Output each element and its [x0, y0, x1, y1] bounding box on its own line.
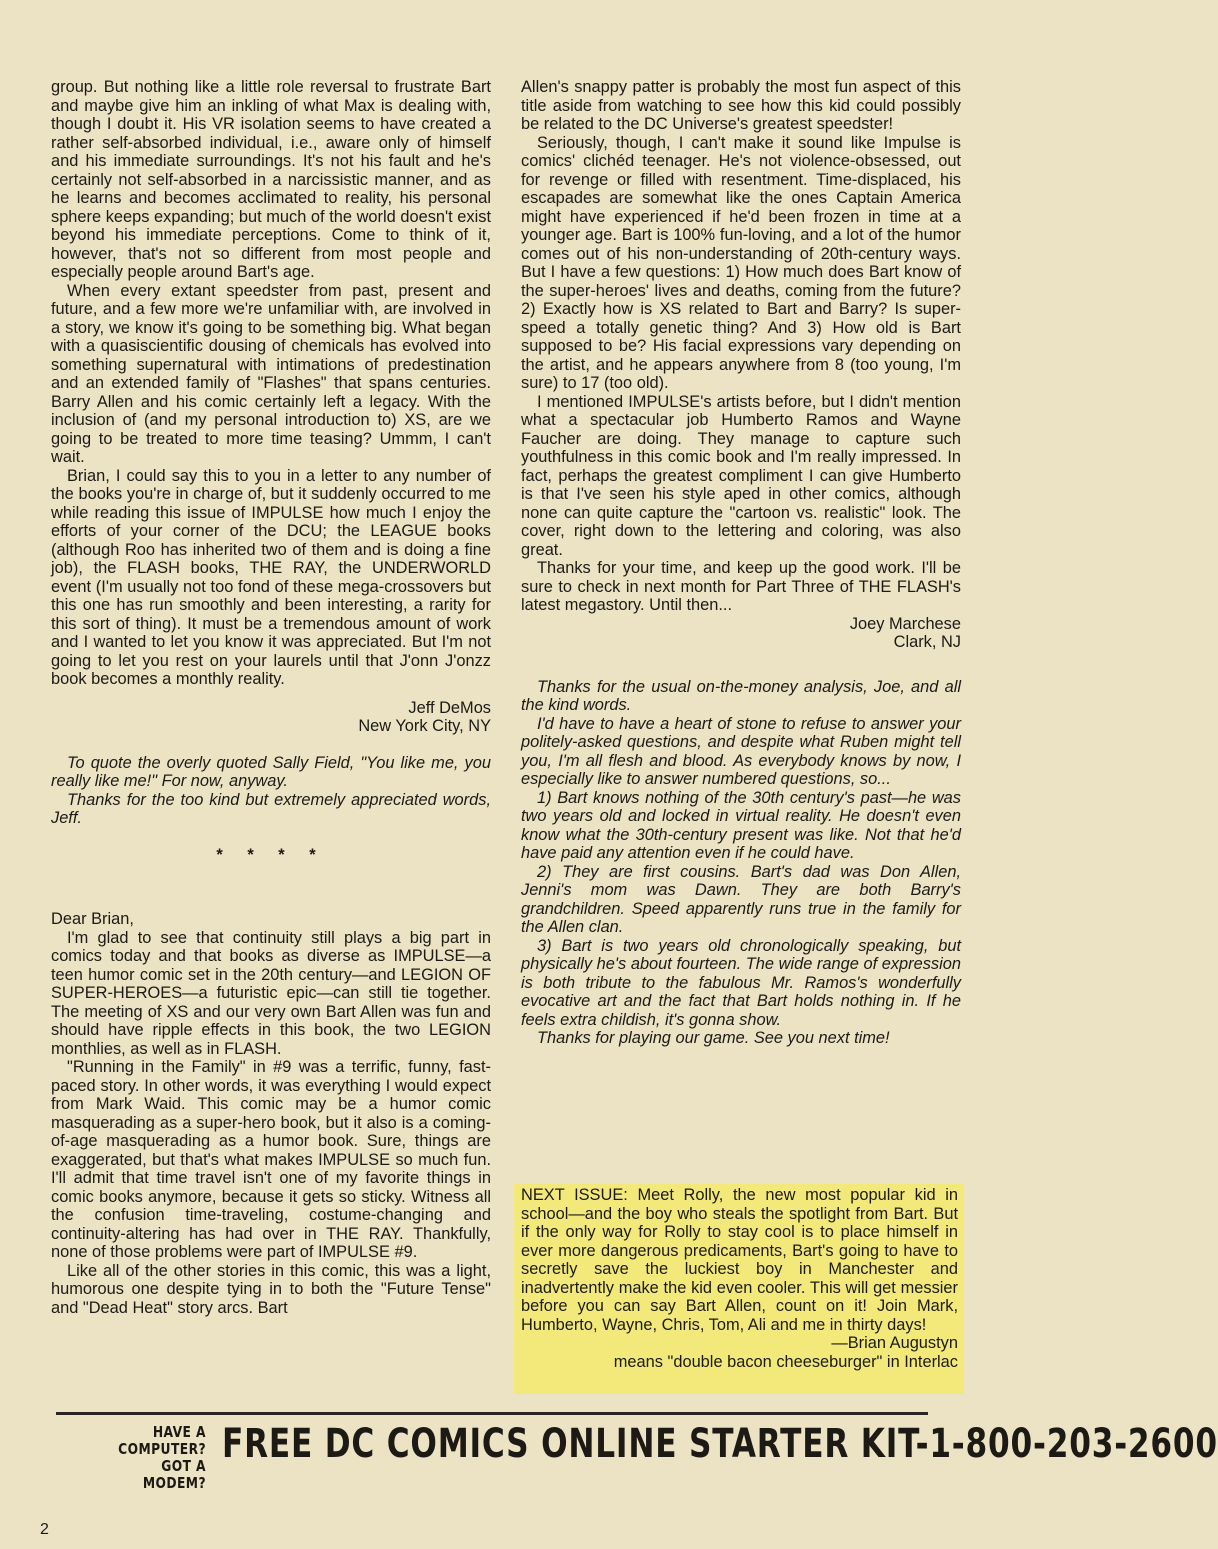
reply2-paragraph: 3) Bart is two years old chronologically speaking, but physically he's about fourteen. The wide range of expression is both tribute to the fabulous Mr. Ramos's wonderfully evocative art and the fact that Bart holds nothing in. If he feels extra childish, it's gonna show. [521, 936, 961, 1029]
reply2-paragraph: 2) They are first cousins. Bart's dad was Don Allen, Jenni's mom was Dawn. They are both Barry's grandchildren. Speed apparently runs true in the family for the Allen clan. [521, 862, 961, 936]
section-separator: * * * * [216, 845, 326, 864]
letter1-paragraph: Brian, I could say this to you in a letter to any number of the books you're in charge of, but it suddenly occurred to me while reading this issue of IMPULSE how much I enjoy the efforts of your corner of the DCU; the LEAGUE books (although Roo has inherited two of them and is doing a fine job), the FLASH books, THE RAY, the UNDERWORLD event (I'm usually not too fond of these mega-crossovers but this one has run smoothly and been interesting, a rarity for this sort of thing). It must be a tremendous amount of work and I wanted to let you know it was appreciated. But I'm not going to let you rest on your laurels until that J'onn J'onzz book becomes a monthly reality. [51, 466, 491, 688]
next-issue-box [514, 1184, 964, 1394]
next-issue-text: NEXT ISSUE: Meet Rolly, the new most popular kid in school—and the boy who steals the spotlight from Bart. But if the only way for Rolly to stay cool is to place himself in ever more dangerous predicaments, Bart's going to have to secretly save the luckiest boy in Manchester and inadvertently make the kid even cooler. This will get messier before you can say Bart Allen, count on it! Join Mark, Humberto, Wayne, Chris, Tom, Ali and me in thirty days! [521, 1186, 958, 1334]
letter1-signature-place: New York City, NY [358, 717, 491, 735]
letter2-paragraph: "Running in the Family" in #9 was a terrific, funny, fast-paced story. In other words, it was everything I would expect from Mark Waid. This comic may be a humor comic masquerading as a super-hero book, but it also is a coming-of-age masquerading as a humor book. Sure, things are exaggerated, but that's what makes IMPULSE so much fun. I'll admit that time travel isn't one of my favorite things in comic books anymore, because it gets so sticky. Witness all the confusion time-traveling, costume-changing and continuity-altering has had over in THE RAY. Thankfully, none of those problems were part of IMPULSE #9. [51, 1058, 491, 1261]
letter1-paragraph: When every extant speedster from past, present and future, and a few more we're unfamiliar with, are involved in a story, we know it's going to be something big. What began with a quasiscientific dousing of chemicals has evolved into something supernatural with intimations of predestination and an extended family of "Flashes" that spans centuries. Barry Allen and his comic certainly left a legacy. With the inclusion of (and my personal introduction to) XS, are we going to be treated to more time teasing? Ummm, I can't wait. [51, 281, 491, 466]
reply2 [521, 678, 961, 1048]
reply1 [51, 754, 491, 828]
letter1-paragraph: group. But nothing like a little role reversal to frustrate Bart and maybe give him an inkling of what Max is dealing with, though I doubt it. His VR isolation seems to have created a rather self-absorbed individual, i.e., aware only of himself and his immediate surroundings. It's not his fault and he's certainly not self-absorbed in a narcissistic manner, and as he learns and becomes acclimated to reality, his personal sphere keeps expanding; but much of the world doesn't exist beyond his immediate perceptions. Come to think of it, however, that's not so different from most people and especially people around Bart's age. [51, 78, 491, 281]
letter2-paragraph: Like all of the other stories in this comic, this was a light, humorous one despite tying in to both the "Future Tense" and "Dead Heat" story arcs. Bart [51, 1261, 491, 1317]
reply1-paragraph: Thanks for the too kind but extremely appreciated words, Jeff. [51, 790, 491, 827]
next-issue-signature-note: means "double bacon cheeseburger" in Interlac [613, 1352, 958, 1371]
banner-offer: FREE DC COMICS ONLINE STARTER KIT-1-800-203-2600 [222, 1421, 1218, 1467]
reply1-paragraph: To quote the overly quoted Sally Field, "You like me, you really like me!" For now, anyway. [51, 753, 491, 790]
letter1-signature [51, 699, 491, 736]
letter2-continued-paragraph: Allen's snappy patter is probably the most fun aspect of this title aside from watching to see how this kid could possibly be related to the DC Universe's greatest speedster! [521, 78, 961, 133]
page-corner-mark: 2 [40, 1521, 49, 1538]
reply2-paragraph: I'd have to have a heart of stone to refuse to answer your politely-asked questions, and despite what Ruben might tell you, I'm all flesh and blood. As everybody knows by now, I especially like to answer numbered questions, so... [521, 714, 961, 788]
reply2-paragraph: Thanks for playing our game. See you next time! [537, 1029, 890, 1047]
letter2-paragraph: I'm glad to see that continuity still plays a big part in comics today and that books as diverse as IMPULSE—a teen humor comic set in the 20th century—and LEGION OF SUPER-HEROES—a futuristic epic—can still tie together. The meeting of XS and our very own Bart Allen was fun and should have ripple effects in this book, the two LEGION monthlies, as well as in FLASH. [51, 928, 491, 1058]
letter2-continued-paragraph: Seriously, though, I can't make it sound like Impulse is comics' clichéd teenager. He's not violence-obsessed, out for revenge or filled with resentment. Time-displaced, his escapades are somewhat like the ones Captain America might have experienced if he'd been frozen in time at a younger age. Bart is 100% fun-loving, and a lot of the humor comes out of his non-understanding of 20th-century ways. But I have a few questions: 1) How much does Bart know of the super-heroes' lives and deaths, coming from the future? 2) Exactly how is XS related to Bart and Barry? Is super-speed a totally genetic thing? And 3) How old is Bart supposed to be? His facial expressions vary depending on the artist, and he appears anywhere from 8 (too young, I'm sure) to 17 (too old). [521, 133, 961, 392]
letter2-signature-name: Joey Marchese [849, 614, 961, 633]
letter2-continued-paragraph: I mentioned IMPULSE's artists before, but I didn't mention what a spectacular job Humberto Ramos and Wayne Faucher are doing. They manage to capture such youthfulness in this comic book and I'm really impressed. In fact, perhaps the greatest compliment I can give Humberto is that I've seen his style aped in other comics, although none can quite capture the "cartoon vs. realistic" look. The cover, right down to the lettering and coloring, was also great. [521, 392, 961, 559]
banner-divider [56, 1412, 928, 1415]
letter2-salutation: Dear Brian, [51, 910, 134, 928]
letter2-signature-place: Clark, NJ [893, 633, 961, 651]
banner-line1: HAVE A COMPUTER? [118, 1423, 206, 1458]
next-issue-signature-name: —Brian Augustyn [831, 1334, 958, 1352]
letter2-signature [521, 615, 961, 652]
banner-line2: GOT A MODEM? [142, 1457, 206, 1492]
reply2-paragraph: 1) Bart knows nothing of the 30th century's past—he was two years old and locked in virtual reality. He doesn't even know what the 30th-century present was like. Not that he'd have paid any attention even if he could have. [521, 788, 961, 862]
left-column [51, 78, 491, 1317]
banner-question [99, 1424, 206, 1492]
letter2-continued-paragraph: Thanks for your time, and keep up the good work. I'll be sure to check in next month for Part Three of THE FLASH's latest megastory. Until then... [521, 559, 961, 614]
reply2-paragraph: Thanks for the usual on-the-money analysis, Joe, and all the kind words. [521, 677, 961, 714]
right-column [521, 78, 961, 1048]
letter1-signature-name: Jeff DeMos [408, 698, 491, 717]
